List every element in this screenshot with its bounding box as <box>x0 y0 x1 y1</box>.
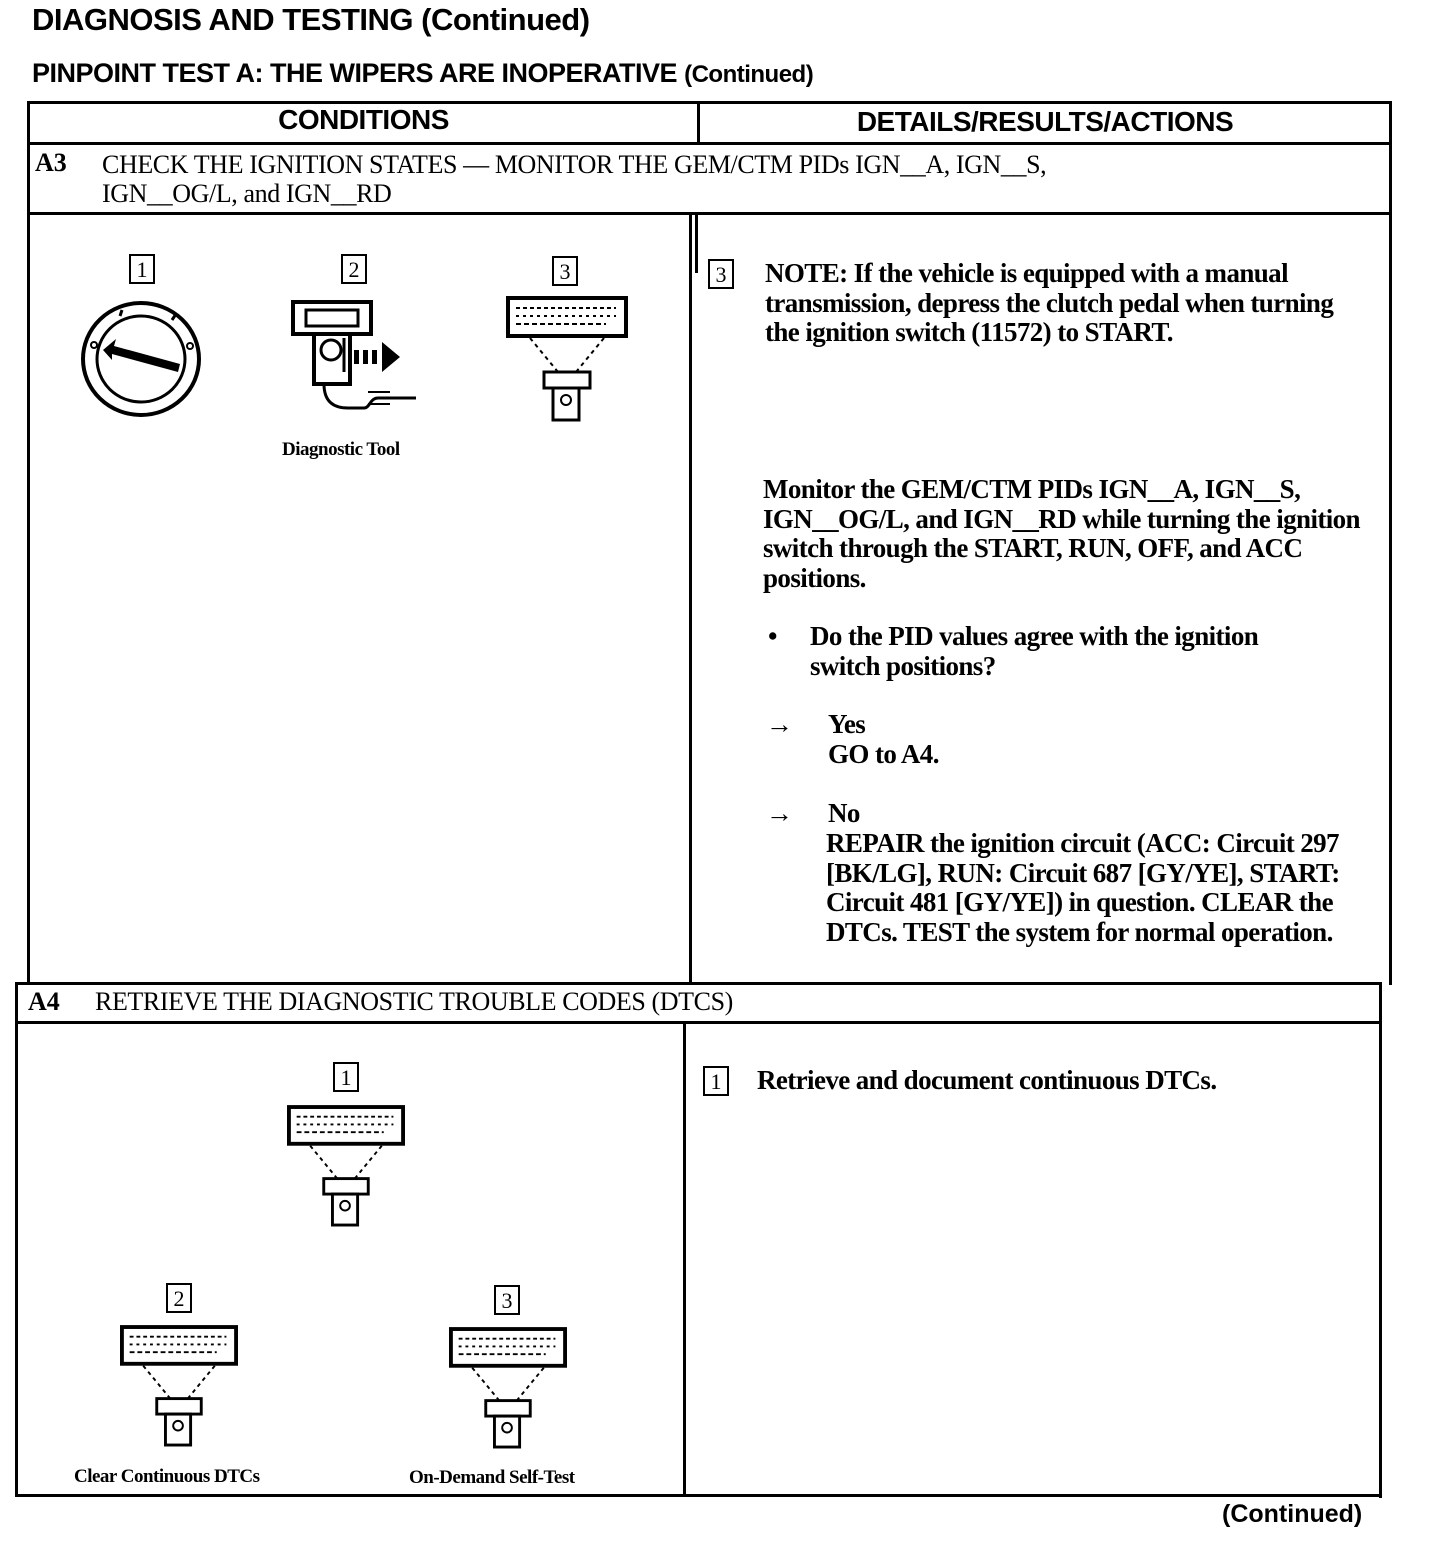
a3-question: Do the PID values agree with the ignition switch positions? <box>810 621 1259 681</box>
clear-dtc-caption: Clear Continuous DTCs <box>74 1466 260 1487</box>
scan-tool-self-test-icon <box>449 1326 567 1452</box>
a3-note <box>765 259 1355 348</box>
col-header-details: DETAILS/RESULTS/ACTIONS <box>856 106 1234 137</box>
a4-step-title: RETRIEVE THE DIAGNOSTIC TROUBLE CODES (DTCS) <box>95 987 733 1016</box>
self-test-caption: On-Demand Self-Test <box>409 1467 575 1488</box>
diagnostic-tool-icon <box>290 298 420 418</box>
section-title <box>32 58 813 89</box>
a3-yes-arrow: → <box>766 709 793 739</box>
col-header-conditions: CONDITIONS <box>278 104 449 135</box>
scan-tool-clear-dtc-icon <box>120 1324 238 1450</box>
section-title-main: PINPOINT TEST A: THE WIPERS ARE INOPERATIVE <box>32 58 678 88</box>
continued-footer: (Continued) <box>1222 1500 1363 1528</box>
table-bottom-border <box>15 1494 1382 1497</box>
a3-no-label: No <box>828 798 860 828</box>
a3-note-text: If the vehicle is equipped with a manual transmission, depress the clutch pedal when turning the ignition switch (11572) to START. <box>765 258 1334 347</box>
a3-title-line2: IGN__OG/L, and IGN__RD <box>102 179 392 208</box>
table-left-border <box>27 101 30 983</box>
a3-monitor-text: Monitor the GEM/CTM PIDs IGN__A, IGN__S, IGN__OG/L, and IGN__RD while turning the ignition switch through the START, RUN, OFF, and ACC positions. <box>763 474 1360 593</box>
a4-figure-number-1: 1 <box>333 1062 359 1092</box>
a3-figure-number-1: 1 <box>129 254 155 284</box>
ignition-switch-icon <box>80 300 202 418</box>
scan-tool-display-icon <box>506 296 628 424</box>
a4-title-row-top <box>18 982 1382 985</box>
a3-note-label: NOTE: <box>765 258 848 288</box>
a4-col-divider <box>683 1022 686 1496</box>
page-title: DIAGNOSIS AND TESTING (Continued) <box>32 2 590 37</box>
a3-title-row-bottom <box>29 212 1392 215</box>
a3-figure-number-2: 2 <box>341 254 367 284</box>
header-row-bottom <box>29 142 1392 145</box>
a3-yes-label: Yes <box>828 709 866 739</box>
scan-tool-retrieve-icon <box>287 1104 405 1230</box>
a3-col-divider-upper <box>695 213 698 273</box>
a3-details-step-number: 3 <box>708 259 734 289</box>
a3-step-title <box>102 150 1372 208</box>
diagnostic-tool-caption: Diagnostic Tool <box>282 439 400 460</box>
a4-figure-number-2: 2 <box>166 1283 192 1313</box>
a3-bullet: • <box>768 621 777 651</box>
a4-title-row-bottom <box>18 1021 1382 1024</box>
table-left-border-lower <box>15 982 18 1496</box>
a3-no-action: REPAIR the ignition circuit (ACC: Circuit 297 [BK/LG], RUN: Circuit 687 [GY/YE], START: Circuit 481 [GY/YE]) in question. CLEAR the DTCs. TEST the system for normal operation. <box>826 828 1340 947</box>
a3-title-line1: CHECK THE IGNITION STATES — MONITOR THE GEM/CTM PIDs IGN__A, IGN__S, <box>102 150 1047 179</box>
a4-figure-number-3: 3 <box>494 1285 520 1315</box>
section-title-suffix: (Continued) <box>684 61 814 88</box>
a4-step-id: A4 <box>28 987 60 1016</box>
table-right-border <box>1389 101 1392 985</box>
a3-no-arrow: → <box>766 798 793 828</box>
a3-figure-number-3: 3 <box>552 256 578 286</box>
a3-col-divider <box>689 213 692 983</box>
table-right-border-lower <box>1379 984 1382 1498</box>
a4-details-text: Retrieve and document continuous DTCs. <box>757 1065 1217 1095</box>
a3-step-id: A3 <box>35 148 67 177</box>
a3-yes-action: GO to A4. <box>828 739 939 769</box>
a4-details-step-number: 1 <box>703 1066 729 1096</box>
